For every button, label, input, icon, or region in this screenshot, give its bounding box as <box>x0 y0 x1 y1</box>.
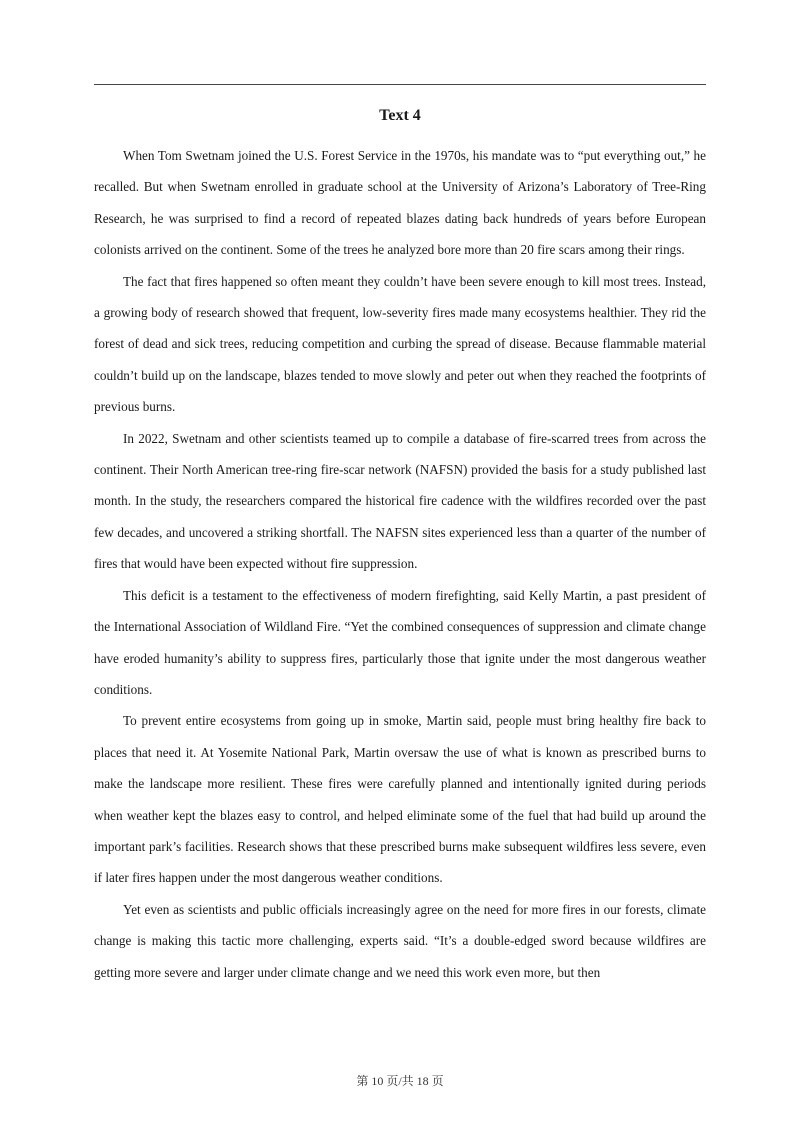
paragraph-1: When Tom Swetnam joined the U.S. Forest Service in the 1970s, his mandate was to “put everything out,” he recalled. But when Swetnam enrolled in graduate school at the University of Arizona’s Laboratory of Tree-Ring Research, he was surprised to find a record of repeated blazes dating back hundreds of years before European colonists arrived on the continent. Some of the trees he analyzed bore more than 20 fire scars among their rings. <box>94 148 706 258</box>
paragraph-2: The fact that fires happened so often meant they couldn’t have been severe enough to kill most trees. Instead, a growing body of research showed that frequent, low-severity fires made many ecosystems healthier. They rid the forest of dead and sick trees, reducing competition and curbing the spread of disease. Because flammable material couldn’t build up on the landscape, blazes tended to move slowly and peter out when they reached the footprints of previous burns. <box>94 273 706 415</box>
paragraph-4: This deficit is a testament to the effectiveness of modern firefighting, said Kelly Martin, a past president of the International Association of Wildland Fire. “Yet the combined consequences of suppression and climate change have eroded humanity’s ability to suppress fires, particularly those that ignite under the most dangerous weather conditions. <box>94 587 706 697</box>
page-number: 第 10 页/共 18 页 <box>356 1074 444 1088</box>
article-body <box>94 140 706 988</box>
paragraph-3: In 2022, Swetnam and other scientists teamed up to compile a database of fire-scarred trees from across the continent. Their North American tree-ring fire-scar network (NAFSN) provided the basis for a study published last month. In the study, the researchers compared the historical fire cadence with the wildfires recorded over the past few decades, and uncovered a striking shortfall. The NAFSN sites experienced less than a quarter of the number of fires that would have been expected without fire suppression. <box>94 430 706 572</box>
paragraph-5: To prevent entire ecosystems from going up in smoke, Martin said, people must bring healthy fire back to places that need it. At Yosemite National Park, Martin oversaw the use of what is known as prescribed burns to make the landscape more resilient. These fires were carefully planned and intentionally ignited during periods when weather kept the blazes easy to control, and helped eliminate some of the fuel that had build up around the important park’s facilities. Research shows that these prescribed burns make subsequent wildfires less severe, even if later fires happen under the most dangerous weather conditions. <box>94 713 706 886</box>
header-rule <box>94 84 706 85</box>
paragraph-6: Yet even as scientists and public officials increasingly agree on the need for more fires in our forests, climate change is making this tactic more challenging, experts said. “It’s a double-edged sword because wildfires are getting more severe and larger under climate change and we need this work even more, but then <box>94 901 706 980</box>
section-title: Text 4 <box>379 107 421 124</box>
